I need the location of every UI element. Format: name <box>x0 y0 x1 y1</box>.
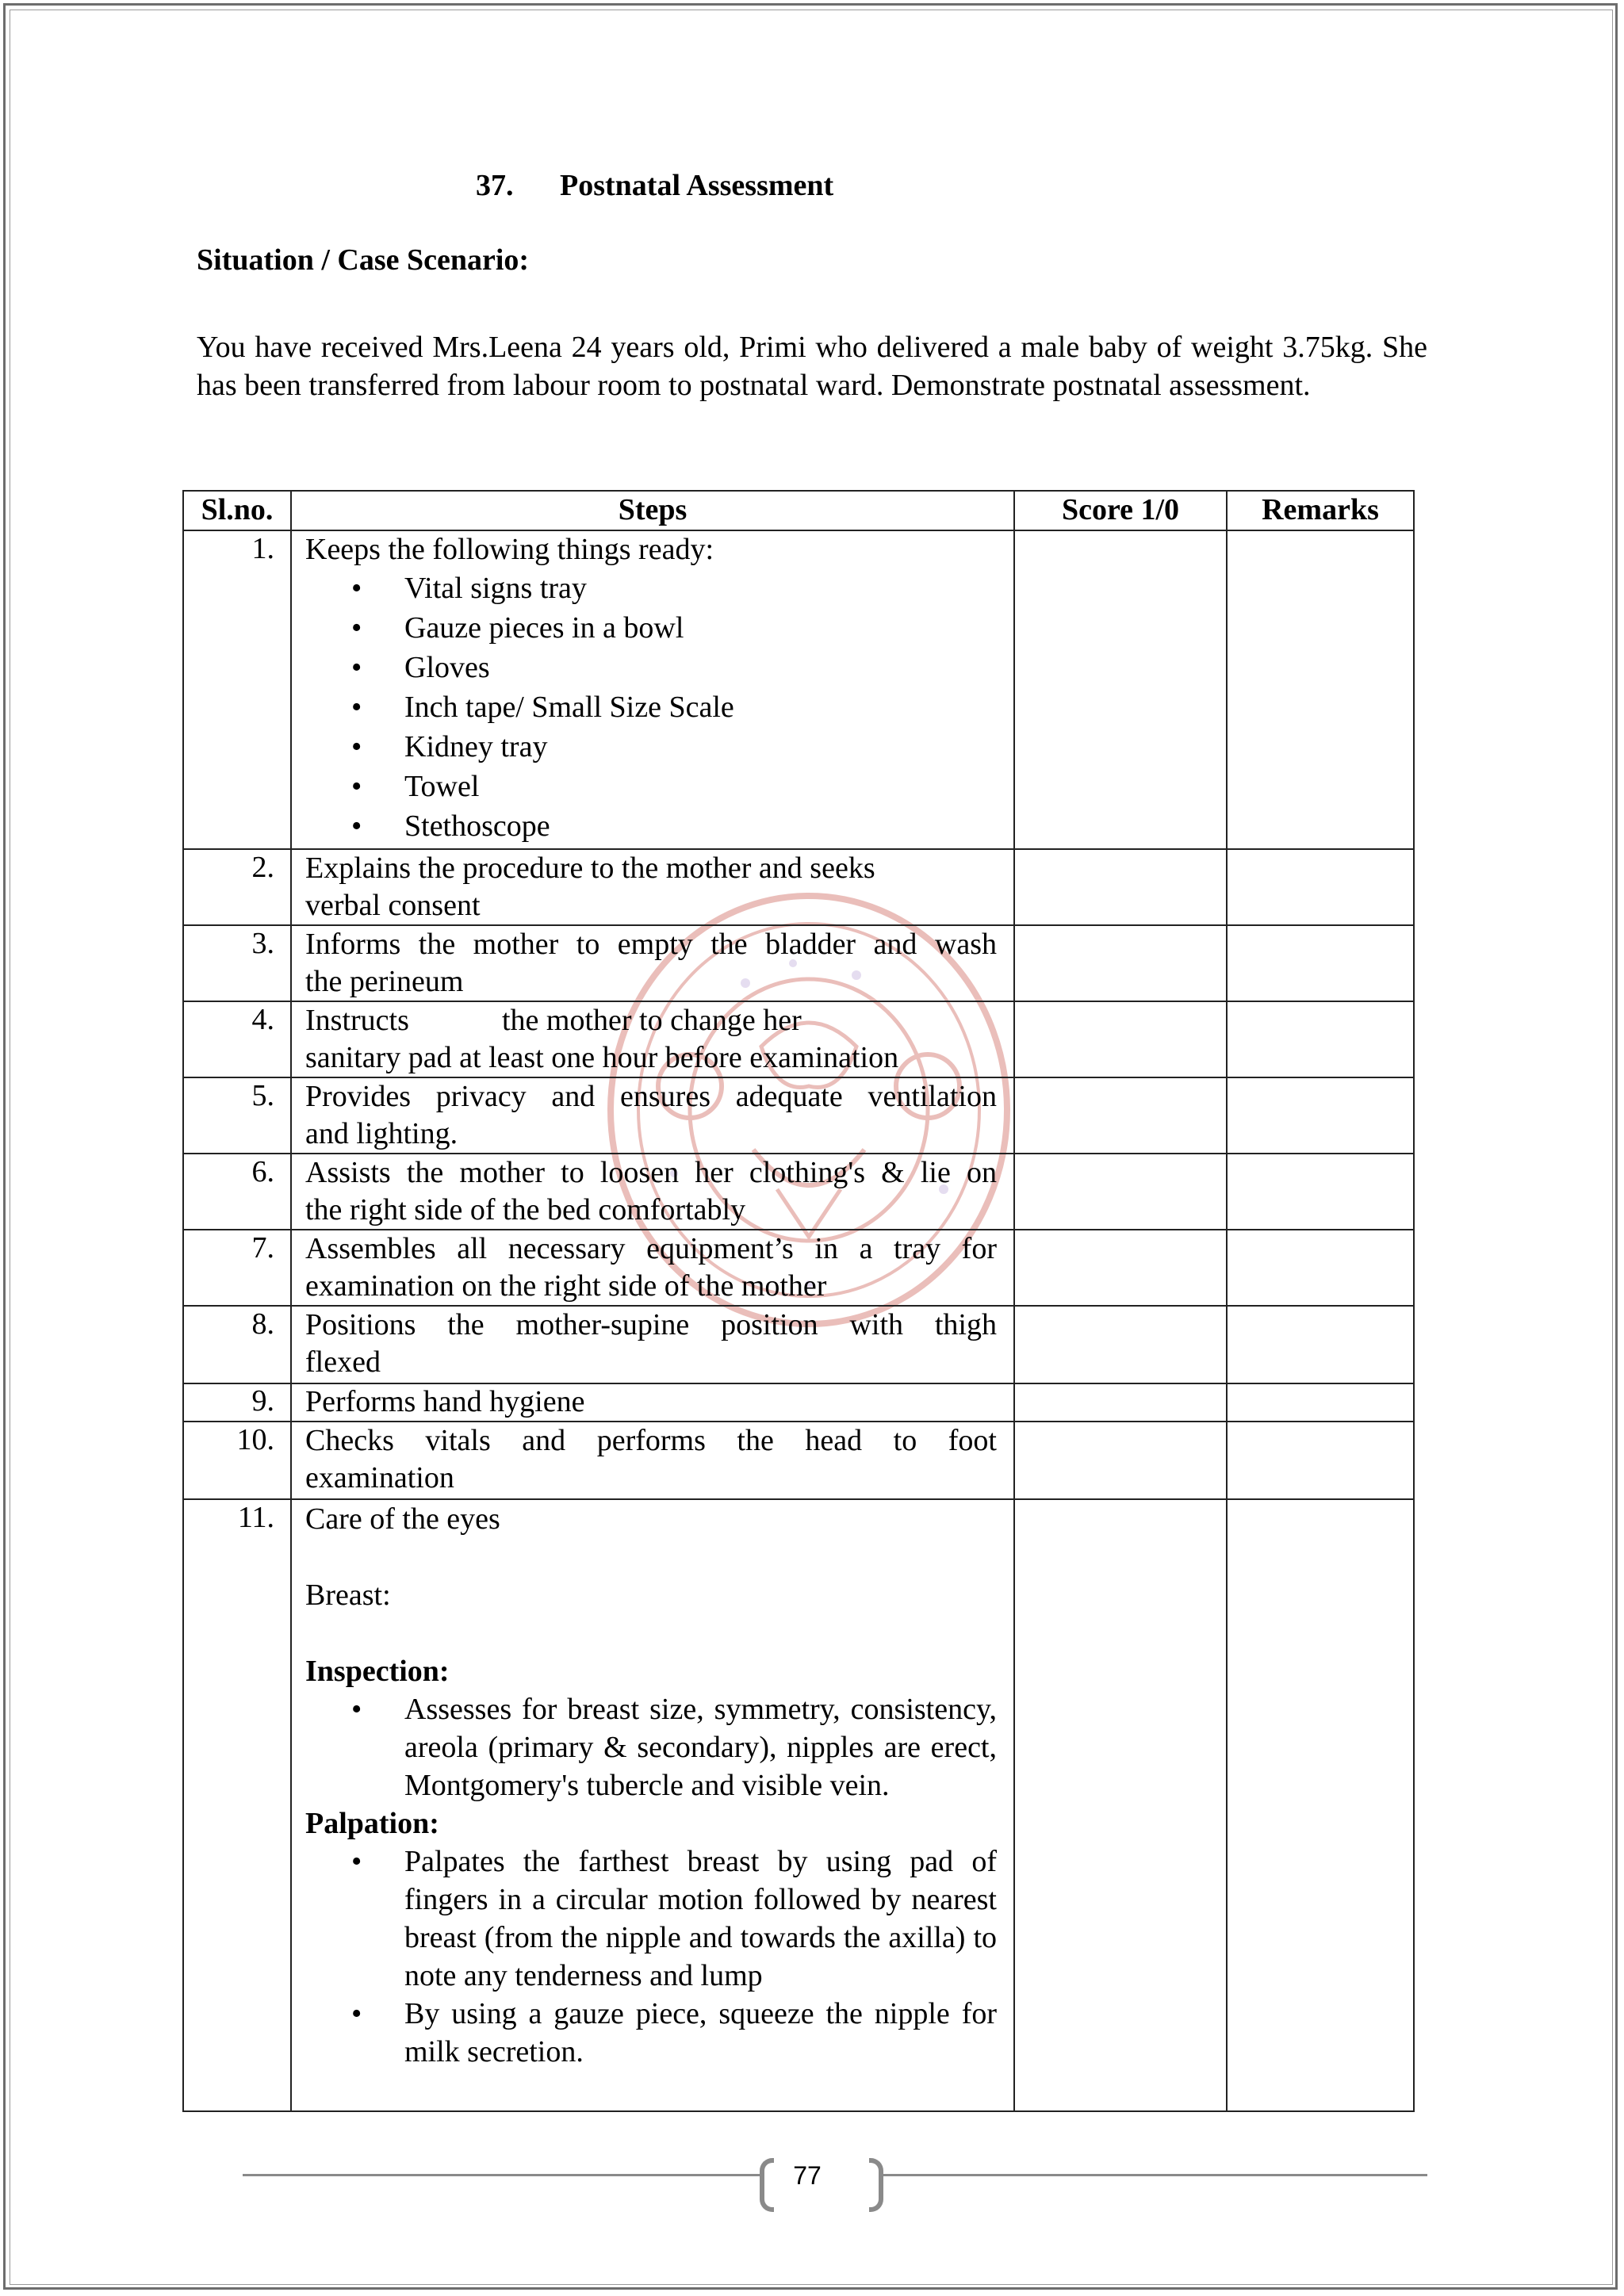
step-text-line: and lighting. <box>305 1117 458 1150</box>
header-remarks: Remarks <box>1262 493 1379 526</box>
list-item: • Inch tape/ Small Size Scale <box>305 687 997 727</box>
table-divider-score <box>1226 490 1228 2112</box>
step-cell <box>305 1307 997 1381</box>
step-text-word: the mother to change her <box>502 1004 802 1037</box>
row-number: 3. <box>251 927 274 960</box>
step-cell <box>305 926 997 1001</box>
header-score: Score 1/0 <box>1061 493 1180 526</box>
step-text-line: the right side of the bed comfortably <box>305 1193 746 1226</box>
inspection-list <box>305 1690 997 1804</box>
step-text-line: verbal consent <box>305 889 481 922</box>
header-steps: Steps <box>618 493 688 526</box>
step-text-line: Breast: <box>305 1578 391 1612</box>
row-number: 11. <box>237 1501 274 1534</box>
page-title <box>476 168 833 203</box>
list-item: • By using a gauze piece, squeeze the nipple for milk secretion. <box>305 1995 997 2071</box>
row-number: 7. <box>251 1231 274 1265</box>
step-cell <box>305 1230 997 1305</box>
table-border-left <box>182 490 184 2112</box>
step-cell <box>305 1500 997 2071</box>
step-cell <box>305 1383 997 1421</box>
page-number-bracket-right <box>869 2158 883 2212</box>
row-number: 5. <box>251 1079 274 1112</box>
step-text-line: Explains the procedure to the mother and seeks <box>305 851 875 885</box>
scenario-heading: Situation / Case Scenario: <box>197 243 530 277</box>
row-number: 2. <box>251 851 274 884</box>
footer-rule-right <box>883 2174 1427 2176</box>
step-text: Keeps the following things ready: <box>305 533 714 566</box>
page-number: 77 <box>793 2161 822 2190</box>
subheading-palpation: Palpation: <box>305 1807 439 1840</box>
list-item: • Stethoscope <box>305 806 997 846</box>
list-item: • Towel <box>305 767 997 806</box>
equipment-list <box>305 568 997 846</box>
table-border-bottom <box>182 2110 1415 2112</box>
list-item: • Assesses for breast size, symmetry, consistency, areola (primary & secondary), nipples are erect, Montgomery's tubercle and visible vein. <box>305 1690 997 1804</box>
palpation-list <box>305 1843 997 2071</box>
step-text-line: Checks vitals and performs the head to foot <box>305 1424 997 1457</box>
row-number: 9. <box>251 1384 274 1418</box>
header-slno: Sl.no. <box>201 493 274 526</box>
step-text-line: Performs hand hygiene <box>305 1385 585 1418</box>
step-text-line <box>305 1002 997 1039</box>
step-text-line: Positions the mother-supine position with thigh <box>305 1308 997 1341</box>
step-text-line: flexed <box>305 1345 381 1379</box>
table-divider-steps <box>1013 490 1015 2112</box>
step-text-line: sanitary pad at least one hour before examination <box>305 1041 899 1074</box>
title-text: Postnatal Assessment <box>560 169 834 202</box>
step-cell <box>305 1078 997 1153</box>
step-text-line: the perineum <box>305 965 464 998</box>
subheading-inspection: Inspection: <box>305 1655 450 1688</box>
step-text-line: examination on the right side of the mother <box>305 1269 827 1303</box>
step-text-word: Instructs <box>305 1004 409 1037</box>
step-text-line: Provides privacy and ensures adequate ventilation <box>305 1080 997 1113</box>
row-number: 6. <box>251 1155 274 1188</box>
row-number: 1. <box>251 532 274 565</box>
assessment-table <box>182 490 1415 2112</box>
list-item: • Gloves <box>305 648 997 687</box>
step-cell <box>305 1154 997 1229</box>
title-number: 37. <box>476 169 514 202</box>
step-cell <box>305 850 997 924</box>
list-item: • Vital signs tray <box>305 568 997 608</box>
step-text-line: Informs the mother to empty the bladder and wash <box>305 928 997 961</box>
step-cell <box>305 531 997 846</box>
step-text-line: Care of the eyes <box>305 1502 500 1536</box>
step-text-line: Assists the mother to loosen her clothing's & lie on <box>305 1156 997 1189</box>
row-number: 10. <box>236 1423 274 1456</box>
step-text-line: examination <box>305 1461 454 1494</box>
table-divider-slno <box>290 490 292 2112</box>
footer-rule-left <box>243 2174 760 2176</box>
table-border-right <box>1413 490 1415 2112</box>
scenario-text: You have received Mrs.Leena 24 years old, Primi who delivered a male baby of weight 3.75kg. She has been transferred from labour room to postnatal ward. Demonstrate postnatal assessment. <box>197 331 1427 402</box>
list-item: • Gauze pieces in a bowl <box>305 608 997 648</box>
row-number: 4. <box>251 1003 274 1036</box>
step-cell <box>305 1002 997 1077</box>
list-item: • Palpates the farthest breast by using pad of fingers in a circular motion followed by nearest breast (from the nipple and towards the axilla) to note any tenderness and lump <box>305 1843 997 1995</box>
step-text-line: Assembles all necessary equipment’s in a tray for <box>305 1232 997 1265</box>
row-number: 8. <box>251 1307 274 1341</box>
list-item: • Kidney tray <box>305 727 997 767</box>
step-cell <box>305 1422 997 1497</box>
